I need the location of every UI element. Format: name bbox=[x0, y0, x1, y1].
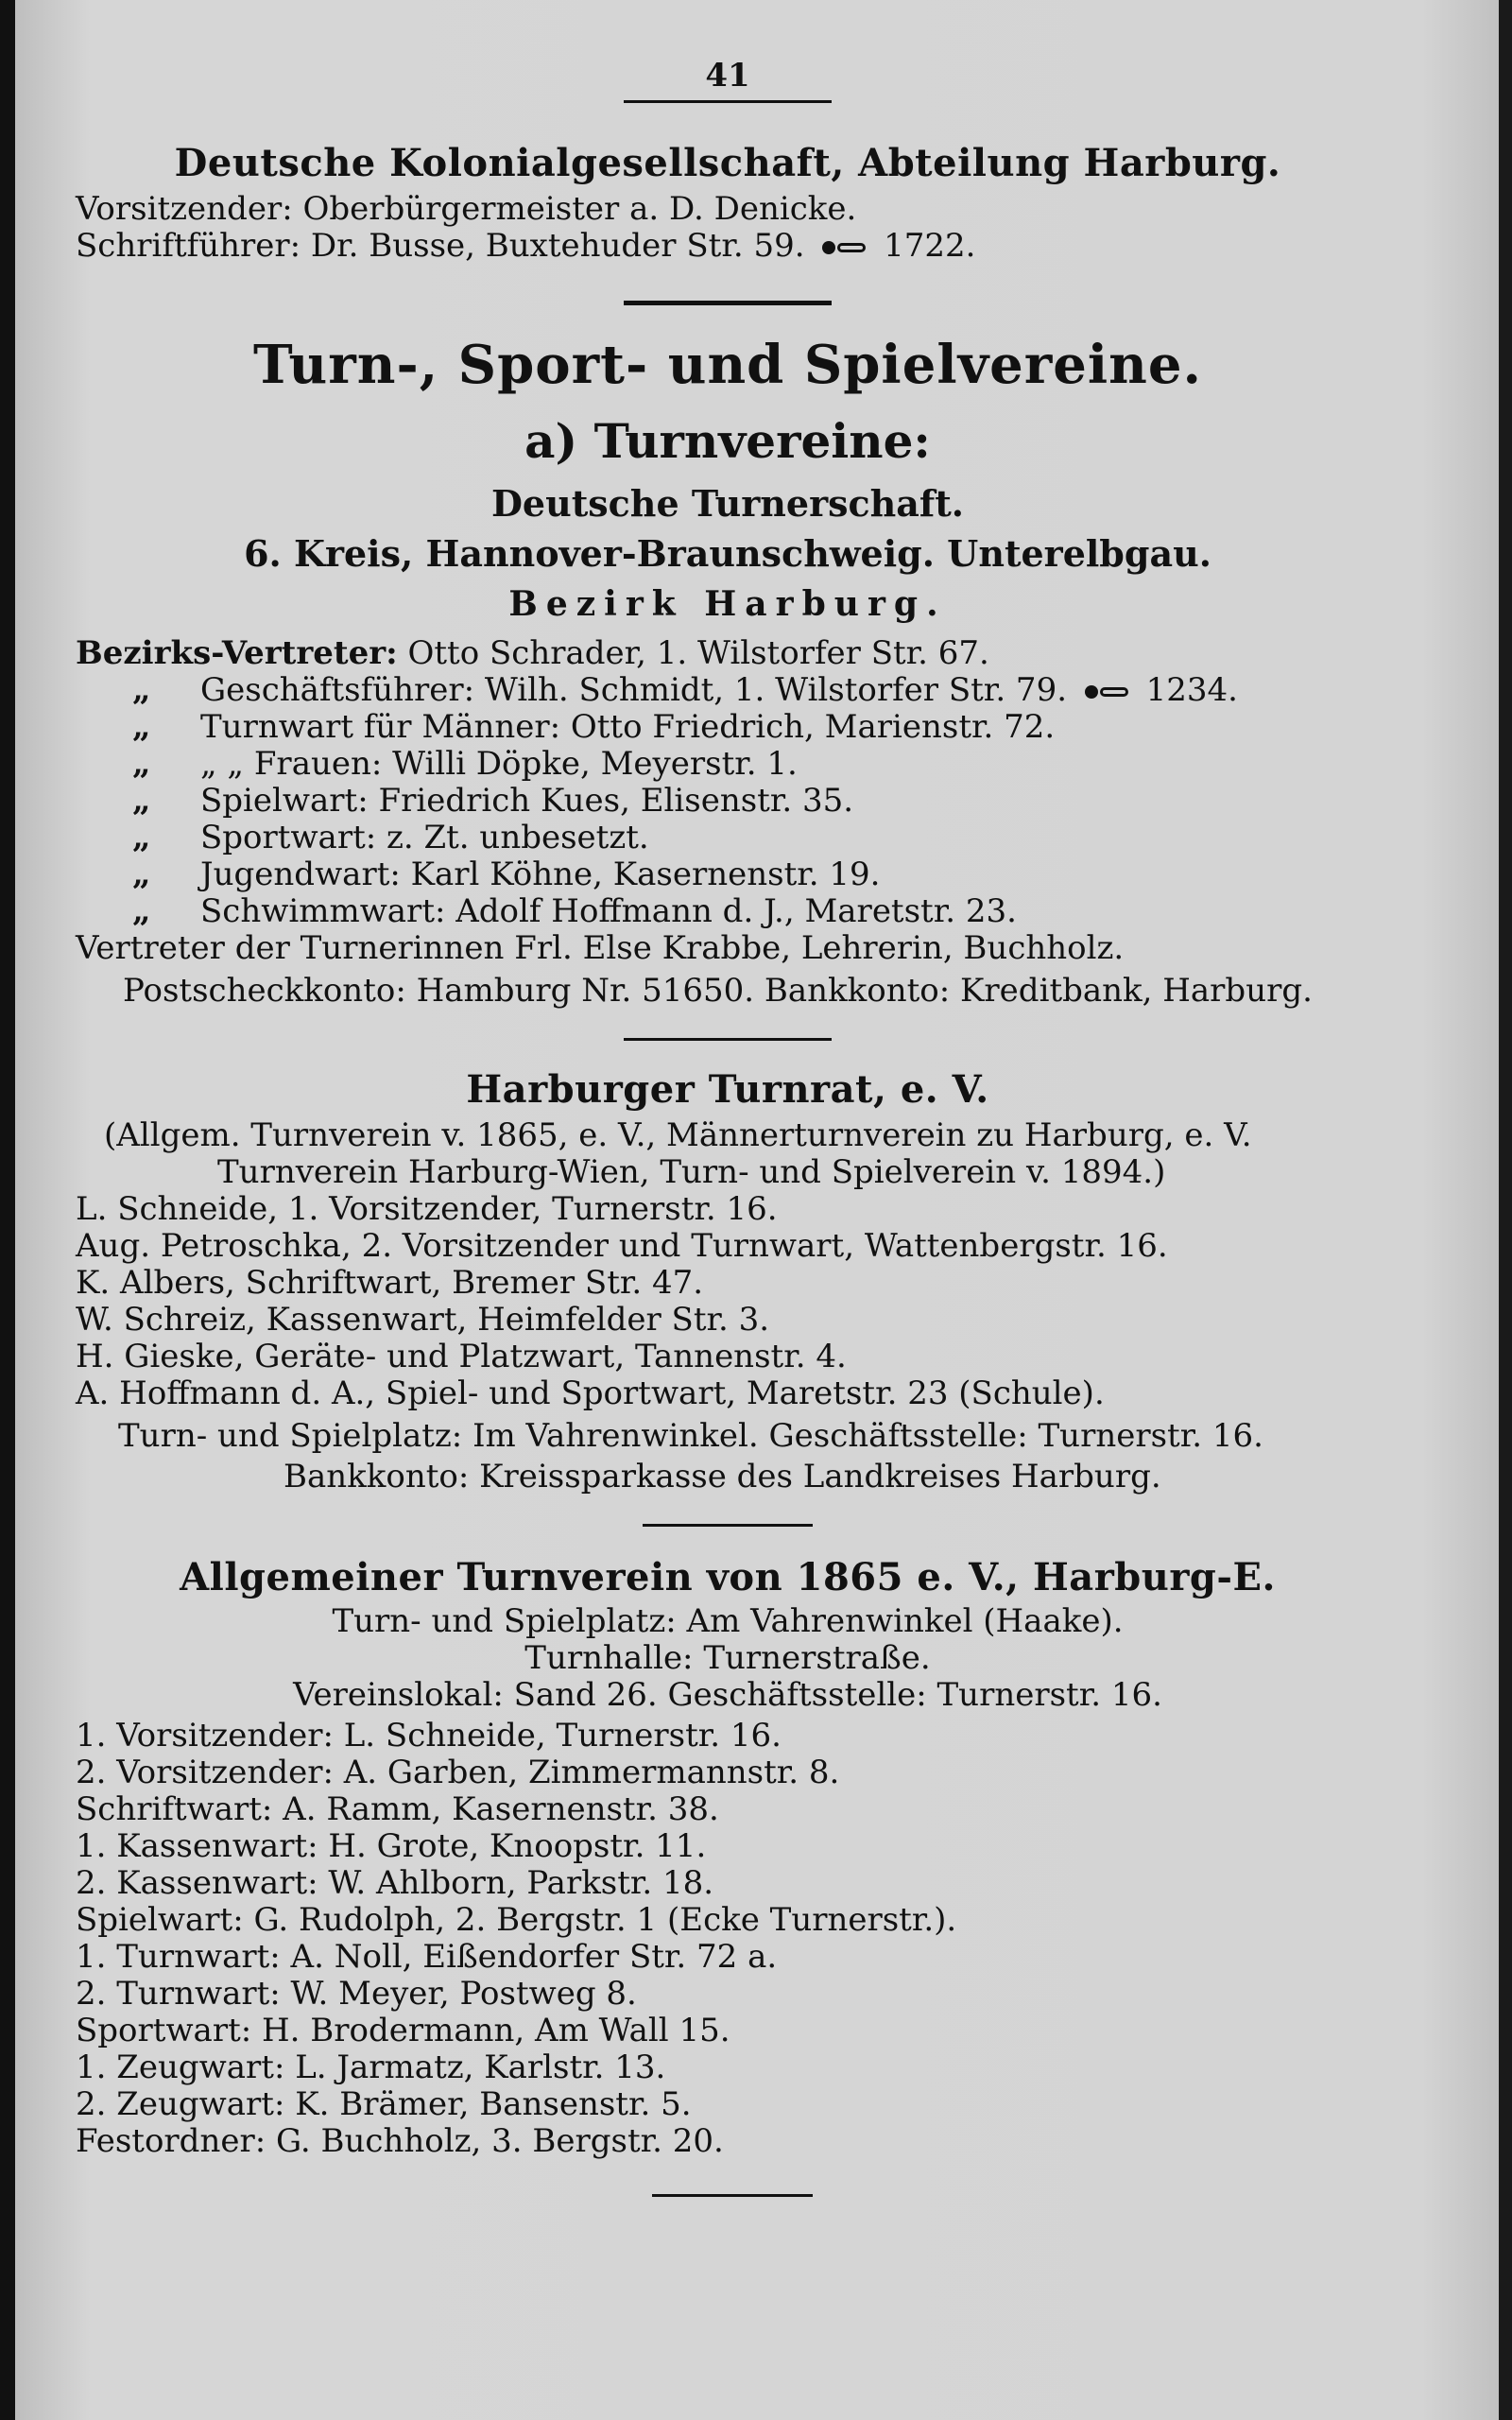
info-line: Turnhalle: Turnerstraße. bbox=[524, 1639, 931, 1677]
entry-line: Vorsitzender: Oberbürgermeister a. D. Denicke. bbox=[76, 190, 857, 228]
entry-line: 2. Kassenwart: W. Ahlborn, Parkstr. 18. bbox=[76, 1864, 714, 1902]
entry-line: Postscheckkonto: Hamburg Nr. 51650. Bankkonto: Kreditbank, Harburg. bbox=[123, 972, 1313, 1010]
ditto-mark: „ bbox=[132, 892, 151, 930]
section-divider bbox=[652, 2194, 813, 2197]
ditto-mark: „ bbox=[132, 671, 151, 709]
note-line: Turnverein Harburg-Wien, Turn- und Spielverein v. 1894.) bbox=[217, 1153, 1166, 1191]
section-turnerschaft bbox=[76, 482, 1436, 1010]
entry-line: H. Gieske, Geräte- und Platzwart, Tannenstr. 4. bbox=[76, 1338, 847, 1375]
entry-line: A. Hoffmann d. A., Spiel- und Sportwart, Maretstr. 23 (Schule). bbox=[76, 1374, 1105, 1412]
note-line: (Allgem. Turnverein v. 1865, e. V., Männerturnverein zu Harburg, e. V. bbox=[104, 1116, 1252, 1154]
bezirk-line: Bezirk Harburg. bbox=[508, 584, 947, 624]
kreis-line: 6. Kreis, Hannover-Braunschweig. Unterelbgau. bbox=[244, 532, 1211, 575]
section-title: Deutsche Turnerschaft. bbox=[490, 482, 965, 525]
section-divider bbox=[624, 1038, 832, 1041]
section-kolonialgesellschaft bbox=[76, 141, 1436, 265]
entry-line bbox=[76, 746, 1436, 783]
section-title: Allgemeiner Turnverein von 1865 e. V., Harburg-E. bbox=[180, 1555, 1276, 1599]
scan-edge-right bbox=[1499, 0, 1512, 2420]
phone-number: 1722. bbox=[884, 227, 976, 265]
telephone-icon bbox=[820, 239, 868, 256]
ditto-mark: „ bbox=[132, 819, 151, 856]
entry-text: Schwimmwart: Adolf Hoffmann d. J., Maretstr. 23. bbox=[200, 892, 1017, 930]
entry-text: Geschäftsführer: Wilh. Schmidt, 1. Wilstorfer Str. 79. bbox=[200, 671, 1068, 709]
entry-line bbox=[76, 893, 1436, 930]
phone-number: 1234. bbox=[1145, 671, 1238, 709]
page-content bbox=[76, 57, 1436, 2197]
page-number-rule bbox=[624, 100, 832, 103]
entry-text: Jugendwart: Karl Köhne, Kasernenstr. 19. bbox=[200, 856, 881, 893]
entry-line: Sportwart: H. Brodermann, Am Wall 15. bbox=[76, 2012, 730, 2049]
entry-line bbox=[76, 228, 1436, 265]
entry-line bbox=[76, 820, 1436, 856]
entry-line: 2. Vorsitzender: A. Garben, Zimmermannstr. 8. bbox=[76, 1754, 840, 1791]
entry-line: L. Schneide, 1. Vorsitzender, Turnerstr. 16. bbox=[76, 1190, 778, 1228]
entry-line: Bankkonto: Kreissparkasse des Landkreises Harburg. bbox=[284, 1458, 1161, 1495]
ditto-mark: „ bbox=[132, 708, 151, 746]
scan-edge-left bbox=[0, 0, 15, 2420]
entry-text: „ „ Frauen: Willi Döpke, Meyerstr. 1. bbox=[200, 745, 798, 783]
section-atv bbox=[76, 1555, 1436, 2160]
entry-line: Aug. Petroschka, 2. Vorsitzender und Turnwart, Wattenbergstr. 16. bbox=[76, 1227, 1168, 1265]
entry-line: Spielwart: G. Rudolph, 2. Bergstr. 1 (Ecke Turnerstr.). bbox=[76, 1901, 957, 1939]
entry-line bbox=[76, 783, 1436, 820]
section-divider bbox=[624, 301, 832, 305]
main-heading: Turn-, Sport- und Spielvereine. bbox=[252, 334, 1203, 396]
entry-text: Spielwart: Friedrich Kues, Elisenstr. 35. bbox=[200, 782, 854, 820]
sub-heading: a) Turnvereine: bbox=[524, 413, 931, 469]
info-line: Turn- und Spielplatz: Am Vahrenwinkel (Haake). bbox=[332, 1602, 1124, 1640]
entry-text: Turnwart für Männer: Otto Friedrich, Marienstr. 72. bbox=[200, 708, 1056, 746]
entry-line: 1. Zeugwart: L. Jarmatz, Karlstr. 13. bbox=[76, 2048, 666, 2086]
info-line: Vereinslokal: Sand 26. Geschäftsstelle: Turnerstr. 16. bbox=[293, 1676, 1162, 1714]
entry-line: W. Schreiz, Kassenwart, Heimfelder Str. 3. bbox=[76, 1301, 770, 1339]
entry-line: K. Albers, Schriftwart, Bremer Str. 47. bbox=[76, 1264, 704, 1302]
section-title: Deutsche Kolonialgesellschaft, Abteilung Harburg. bbox=[174, 141, 1281, 185]
telephone-icon bbox=[1083, 683, 1130, 700]
entry-line: Turn- und Spielplatz: Im Vahrenwinkel. Geschäftsstelle: Turnerstr. 16. bbox=[118, 1417, 1263, 1455]
entry-line: Vertreter der Turnerinnen Frl. Else Krabbe, Lehrerin, Buchholz. bbox=[76, 929, 1125, 967]
entry-line: Schriftwart: A. Ramm, Kasernenstr. 38. bbox=[76, 1790, 719, 1828]
entry-line: 2. Zeugwart: K. Brämer, Bansenstr. 5. bbox=[76, 2085, 692, 2123]
section-turnrat bbox=[76, 1067, 1436, 1495]
entry-line bbox=[76, 635, 1436, 672]
entry-text: Schriftführer: Dr. Busse, Buxtehuder Str. 59. bbox=[76, 227, 805, 265]
entry-text: Sportwart: z. Zt. unbesetzt. bbox=[200, 819, 649, 856]
entry-line: Festordner: G. Buchholz, 3. Bergstr. 20. bbox=[76, 2122, 724, 2160]
section-divider bbox=[643, 1524, 813, 1527]
ditto-mark: „ bbox=[132, 745, 151, 783]
entry-line bbox=[76, 672, 1436, 709]
ditto-mark: „ bbox=[132, 856, 151, 893]
page-number: 41 bbox=[705, 57, 750, 95]
entry-line bbox=[76, 856, 1436, 893]
entry-line: 2. Turnwart: W. Meyer, Postweg 8. bbox=[76, 1975, 637, 2013]
entry-line bbox=[76, 709, 1436, 746]
entry-line: 1. Vorsitzender: L. Schneide, Turnerstr. 16. bbox=[76, 1717, 782, 1754]
entry-label: Bezirks-Vertreter: bbox=[76, 634, 398, 672]
entry-text: Otto Schrader, 1. Wilstorfer Str. 67. bbox=[407, 634, 989, 672]
entry-line: 1. Kassenwart: H. Grote, Knoopstr. 11. bbox=[76, 1827, 707, 1865]
section-title: Harburger Turnrat, e. V. bbox=[466, 1067, 989, 1112]
ditto-mark: „ bbox=[132, 782, 151, 820]
entry-line: 1. Turnwart: A. Noll, Eißendorfer Str. 72 a. bbox=[76, 1938, 778, 1976]
